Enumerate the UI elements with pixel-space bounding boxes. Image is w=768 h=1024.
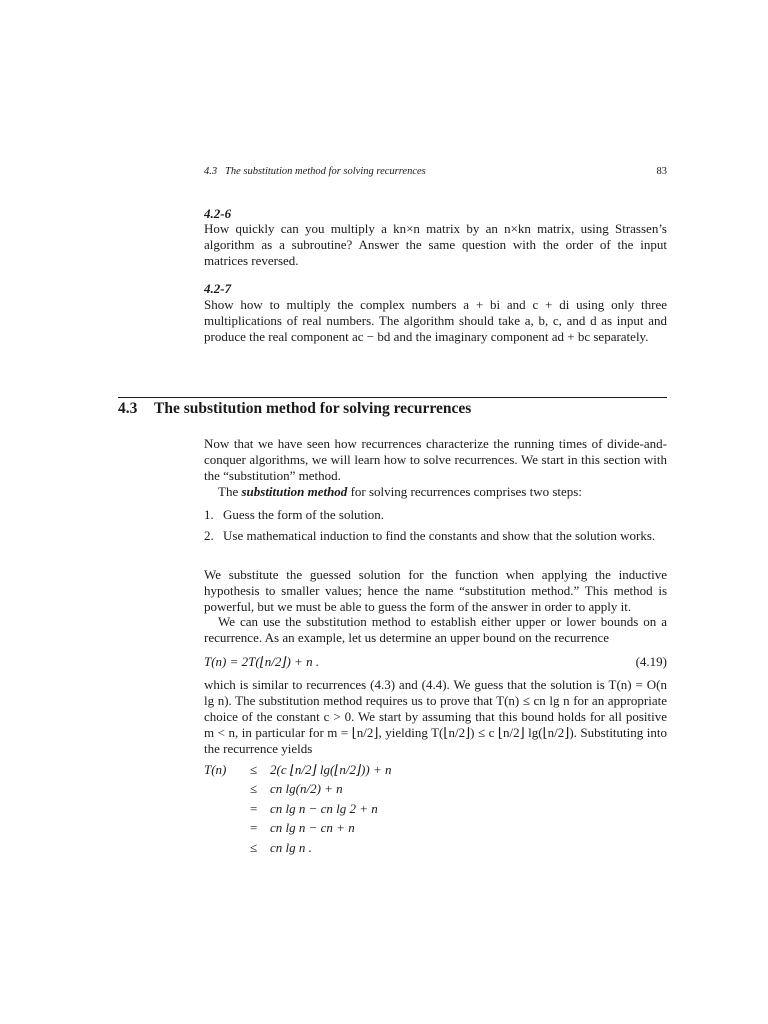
derivation-rhs: 2(c ⌊n/2⌋ lg(⌊n/2⌋)) + n xyxy=(270,762,392,777)
derivation-lhs: T(n) xyxy=(204,762,227,777)
body-paragraph: We can use the substitution method to establish either upper or lower bounds on a recurrence. As an example, let us determine an upper bound on the recurrence xyxy=(204,614,667,645)
list-item: 2. Use mathematical induction to find the constants and show that the solution works. xyxy=(204,528,656,543)
section-heading xyxy=(118,400,471,418)
exercise-label-4-2-6: 4.2-6 xyxy=(204,206,232,221)
derivation-rhs: cn lg n − cn + n xyxy=(270,820,355,835)
section-number: 4.3 xyxy=(118,400,138,417)
equation-number: (4.19) xyxy=(635,654,667,669)
exercise-text-4-2-7: Show how to multiply the complex numbers a + bi and c + di using only three multiplications of real numbers. The algorithm should take a, b, c, and d as input and produce the real component ac − bd and the imaginary component ad + bc separately. xyxy=(204,297,667,344)
page-number: 83 xyxy=(656,166,667,177)
section-title: The substitution method for solving recurrences xyxy=(154,400,472,417)
equation-expression: T(n) = 2T(⌊n/2⌋) + n . xyxy=(204,654,320,669)
body-paragraph: which is similar to recurrences (4.3) and (4.4). We guess that the solution is T(n) = O(n lg n). The substitution method requires us to prove that T(n) ≤ cn lg n for an appropriate choice of the constant c > 0. We start by assuming that this bound holds for all positive m < n, in particular for m = ⌊n/2⌋, yielding T(⌊n/2⌋) ≤ c ⌊n/2⌋ lg(⌊n/2⌋). Substituting into the recurrence yields xyxy=(204,677,667,756)
derivation-rhs: cn lg n . xyxy=(270,840,312,855)
derivation-relation: ≤ xyxy=(250,781,258,796)
exercise-label-4-2-7: 4.2-7 xyxy=(204,281,232,296)
intro-paragraph: Now that we have seen how recurrences characterize the running times of divide-and-conquer algorithms, we will learn how to solve recurrences. We start in this section with the “substitution” method. xyxy=(204,436,667,483)
running-head xyxy=(204,166,667,180)
exercise-text-4-2-6: How quickly can you multiply a kn×n matrix by an n×kn matrix, using Strassen’s algorithm as a subroutine? Answer the same question with the order of the input matrices reversed. xyxy=(204,221,667,268)
derivation-relation: = xyxy=(250,820,258,835)
equation-4-19 xyxy=(204,654,667,670)
term-substitution-method: substitution method xyxy=(241,484,348,499)
derivation-relation: ≤ xyxy=(250,840,258,855)
derivation-relation: ≤ xyxy=(250,762,258,777)
section-rule xyxy=(118,397,667,398)
steps-intro: The substitution method for solving recurrences comprises two steps: xyxy=(218,484,582,499)
list-item: 1. Guess the form of the solution. xyxy=(204,507,385,522)
derivation-rhs: cn lg(n/2) + n xyxy=(270,781,343,796)
running-head-section: 4.3 The substitution method for solving recurrences xyxy=(204,166,426,177)
body-paragraph: We substitute the guessed solution for the function when applying the inductive hypothesis to smaller values; hence the name “substitution method.” This method is powerful, but we must be able to guess the form of the answer in order to apply it. xyxy=(204,567,667,614)
derivation-rhs: cn lg n − cn lg 2 + n xyxy=(270,801,378,816)
derivation-relation: = xyxy=(250,801,258,816)
